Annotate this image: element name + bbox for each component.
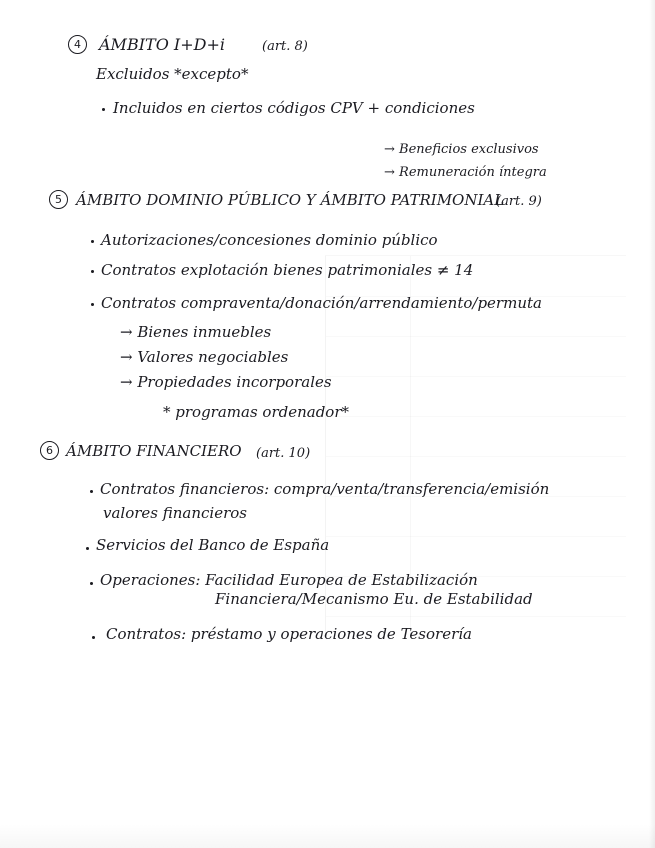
bullet (90, 490, 93, 493)
section-4-condition-1: → Beneficios exclusivos (384, 142, 539, 157)
section-6-article: (art. 10) (256, 446, 311, 461)
section-5-note: * programas ordenador* (163, 403, 350, 421)
section-5-item-1: Autorizaciones/concesiones dominio público (101, 231, 438, 249)
section-4-title: ÁMBITO I+D+i (99, 35, 225, 54)
section-6-title: ÁMBITO FINANCIERO (66, 442, 242, 460)
bullet (91, 303, 94, 306)
section-4-article: (art. 8) (262, 39, 308, 54)
page-bottom-shadow (0, 824, 655, 848)
section-4-excluded: Excluidos *excepto* (96, 65, 249, 83)
section-6-item-3-cont: Financiera/Mecanismo Eu. de Estabilidad (215, 590, 533, 608)
section-6-item-3: Operaciones: Facilidad Europea de Estabilización (100, 571, 478, 589)
section-6-item-2: Servicios del Banco de España (96, 536, 330, 554)
section-5-article: (art. 9) (496, 194, 542, 209)
bullet (91, 240, 94, 243)
bullet (92, 636, 95, 639)
section-6-item-1-cont: valores financieros (103, 504, 248, 522)
section-5-number: 5 (49, 190, 68, 209)
section-5-item-2: Contratos explotación bienes patrimoniales ≠ 14 (101, 261, 474, 279)
section-5-sub-1: → Bienes inmuebles (120, 323, 272, 341)
section-5-item-3: Contratos compraventa/donación/arrendamiento/permuta (101, 294, 542, 312)
bullet (86, 547, 89, 550)
section-4-number: 4 (68, 35, 87, 54)
section-6-item-4: Contratos: préstamo y operaciones de Tesorería (106, 625, 472, 643)
bullet (91, 270, 94, 273)
section-5-sub-2: → Valores negociables (120, 348, 289, 366)
section-6-item-1: Contratos financieros: compra/venta/transferencia/emisión (100, 480, 550, 498)
page-edge-shadow (649, 0, 655, 848)
section-6-number: 6 (40, 441, 59, 460)
section-4-condition-2: → Remuneración íntegra (384, 165, 547, 180)
section-4-included: Incluidos en ciertos códigos CPV + condiciones (113, 99, 475, 117)
bullet (102, 108, 105, 111)
section-5-title: ÁMBITO DOMINIO PÚBLICO Y ÁMBITO PATRIMONIAL (76, 191, 505, 209)
section-5-sub-3: → Propiedades incorporales (120, 373, 332, 391)
bullet (90, 582, 93, 585)
